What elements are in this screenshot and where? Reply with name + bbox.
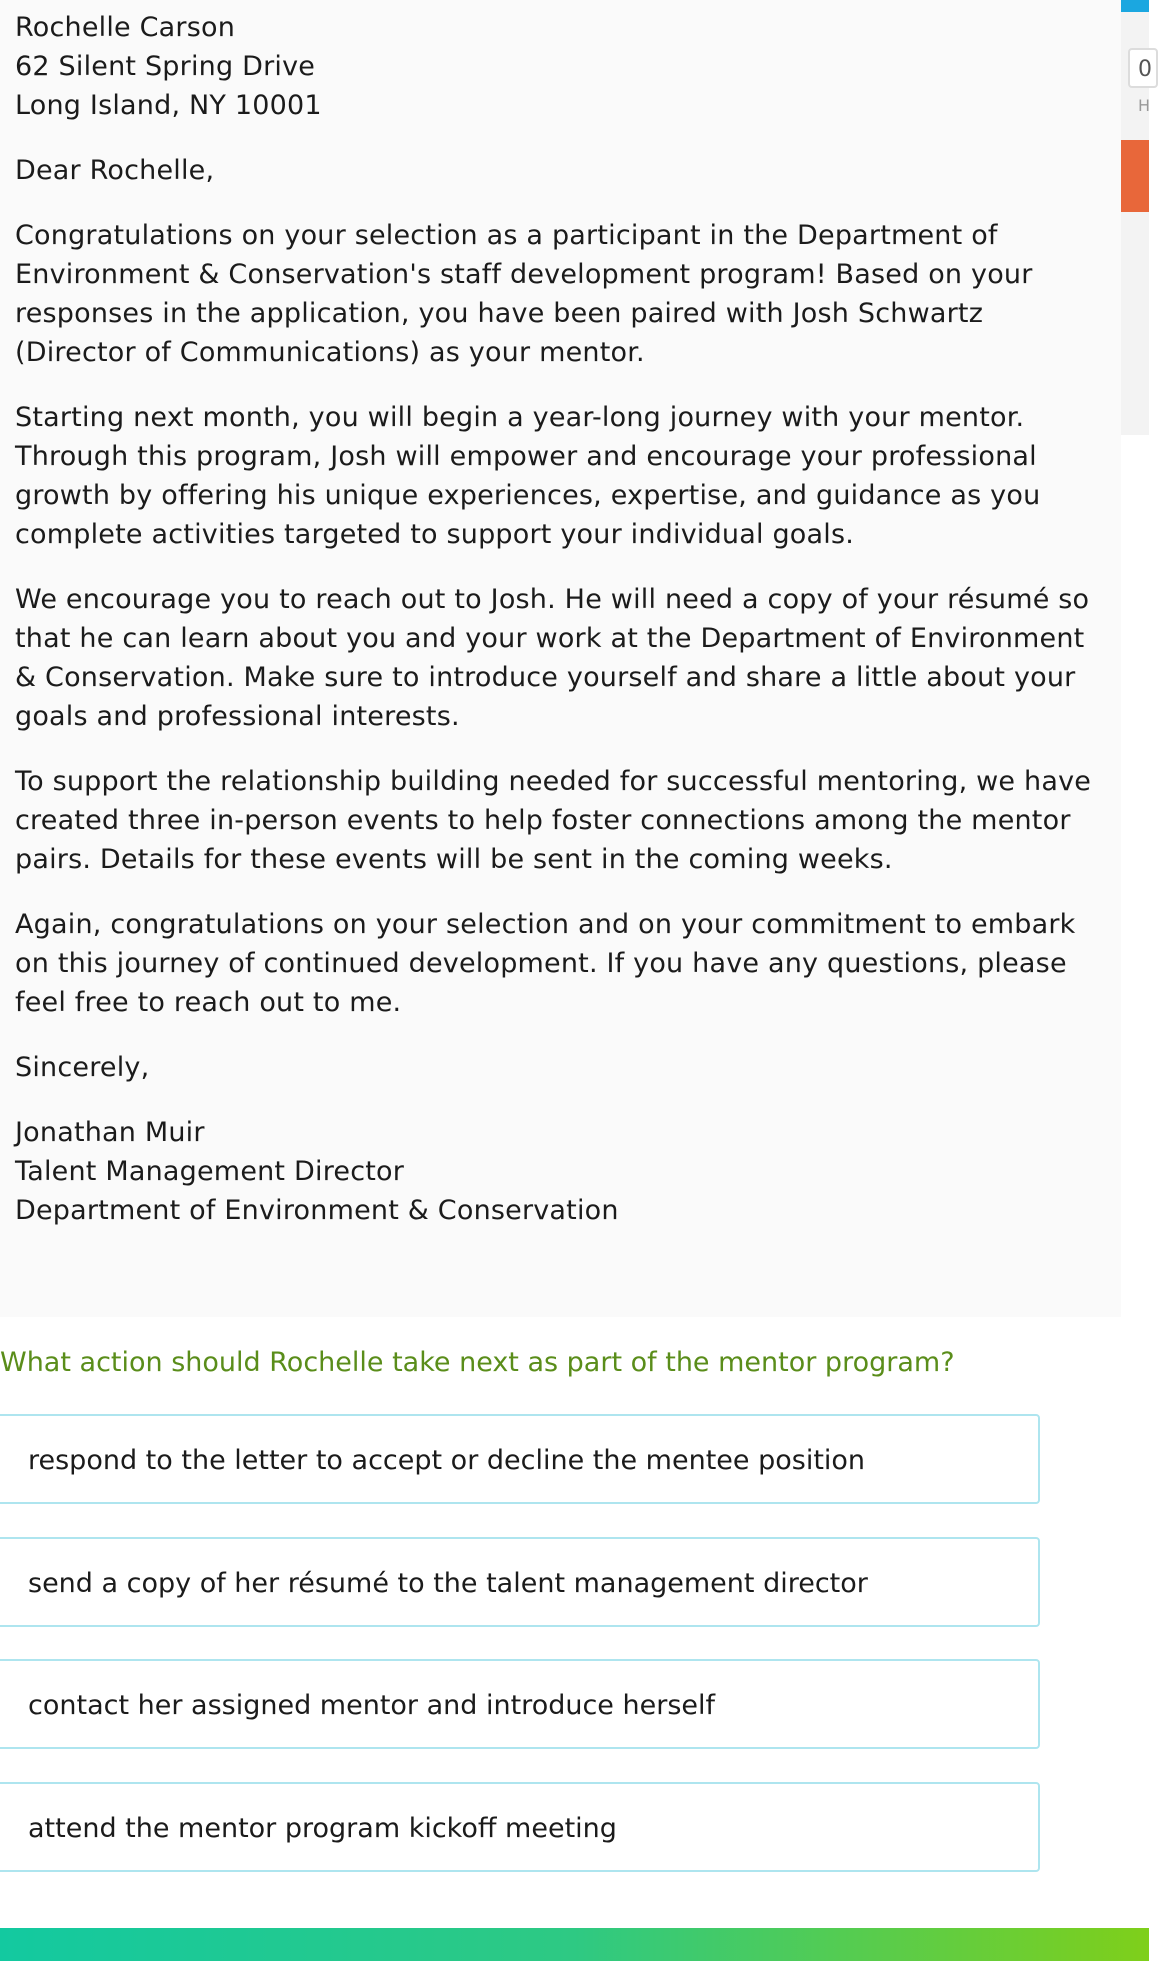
address-line: 62 Silent Spring Drive	[15, 51, 316, 82]
answer-choice-2[interactable]: send a copy of her résumé to the talent management director	[0, 1537, 1040, 1627]
side-panel-button[interactable]	[1121, 140, 1149, 212]
answer-choice-1[interactable]: respond to the letter to accept or decline the mentee position	[0, 1414, 1040, 1504]
recipient-address	[15, 8, 1106, 125]
side-panel-top-bar	[1121, 0, 1149, 12]
side-panel-label: H	[1138, 96, 1151, 115]
side-panel-input[interactable]: 0	[1128, 48, 1158, 88]
question-prompt: What action should Rochelle take next as part of the mentor program?	[0, 1347, 955, 1378]
signature-line: Jonathan Muir	[15, 1117, 205, 1148]
letter-paragraph: Congratulations on your selection as a participant in the Department of Environment & Conservation's staff development program! Based on your responses in the application, you have been paired with Josh Schwartz (Director of Communications) as your mentor.	[15, 220, 1033, 368]
letter-paragraph: To support the relationship building needed for successful mentoring, we have created three in-person events to help foster connections among the mentor pairs. Details for these events will be sent in the coming weeks.	[15, 766, 1092, 875]
address-line: Rochelle Carson	[15, 12, 236, 43]
letter-paragraph: We encourage you to reach out to Josh. He will need a copy of your résumé so that he can learn about you and your work at the Department of Environment & Conservation. Make sure to introduce yourself and share a little about your goals and professional interests.	[15, 584, 1090, 732]
footer-bar	[0, 1928, 1149, 1961]
letter-greeting: Dear Rochelle,	[15, 155, 215, 186]
address-line: Long Island, NY 10001	[15, 90, 322, 121]
letter-paragraph: Starting next month, you will begin a year-long journey with your mentor. Through this program, Josh will empower and encourage your professional growth by offering his unique experiences, expertise, and guidance as you complete activities targeted to support your individual goals.	[15, 402, 1041, 550]
answer-choice-3[interactable]: contact her assigned mentor and introduce herself	[0, 1659, 1040, 1749]
letter-closing: Sincerely,	[15, 1052, 150, 1083]
answer-choice-4[interactable]: attend the mentor program kickoff meeting	[0, 1782, 1040, 1872]
signature-line: Department of Environment & Conservation	[15, 1195, 619, 1226]
letter-paragraph: Again, congratulations on your selection and on your commitment to embark on this journey of continued development. If you have any questions, please feel free to reach out to me.	[15, 909, 1076, 1018]
letter-signature	[15, 1113, 1106, 1230]
signature-line: Talent Management Director	[15, 1156, 405, 1187]
